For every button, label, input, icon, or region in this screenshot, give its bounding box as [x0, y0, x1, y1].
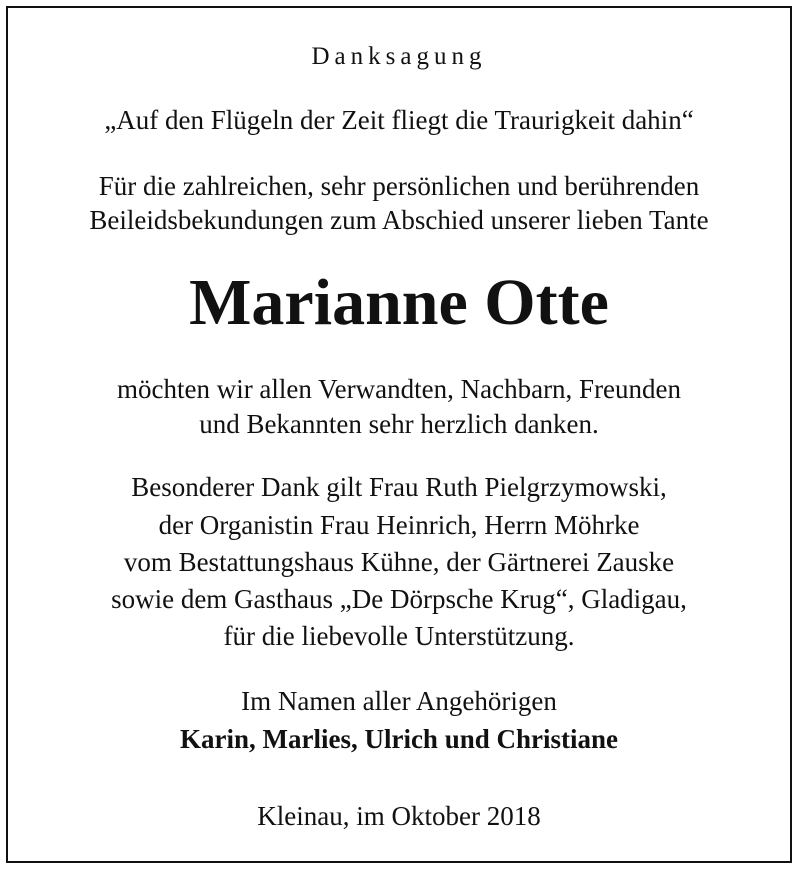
notice-quote: „Auf den Flügeln der Zeit fliegt die Traurigkeit dahin“ — [104, 105, 694, 135]
obituary-notice — [6, 6, 792, 863]
thanks-line: möchten wir allen Verwandten, Nachbarn, Freunden — [116, 374, 682, 404]
signatories: Karin, Marlies, Ulrich und Christiane — [180, 724, 618, 754]
on-behalf-line: Im Namen aller Angehörigen — [241, 686, 557, 716]
thanks-line: und Bekannten sehr herzlich danken. — [199, 409, 599, 439]
special-thanks-line: sowie dem Gasthaus „De Dörpsche Krug“, Gladigau, — [111, 584, 687, 614]
special-thanks-line: für die liebevolle Unterstützung. — [223, 621, 575, 651]
special-thanks-line: der Organistin Frau Heinrich, Herrn Möhrke — [158, 510, 640, 540]
deceased-name: Marianne Otte — [189, 266, 609, 339]
special-thanks-line: Besonderer Dank gilt Frau Ruth Pielgrzymowski, — [131, 472, 667, 502]
intro-line: Beileidsbekundungen zum Abschied unserer lieben Tante — [89, 205, 709, 235]
intro-line: Für die zahlreichen, sehr persönlichen und berührenden — [98, 171, 700, 201]
place-date: Kleinau, im Oktober 2018 — [257, 801, 541, 831]
special-thanks-line: vom Bestattungshaus Kühne, der Gärtnerei Zauske — [123, 547, 675, 577]
notice-heading: Danksagung — [311, 43, 487, 70]
